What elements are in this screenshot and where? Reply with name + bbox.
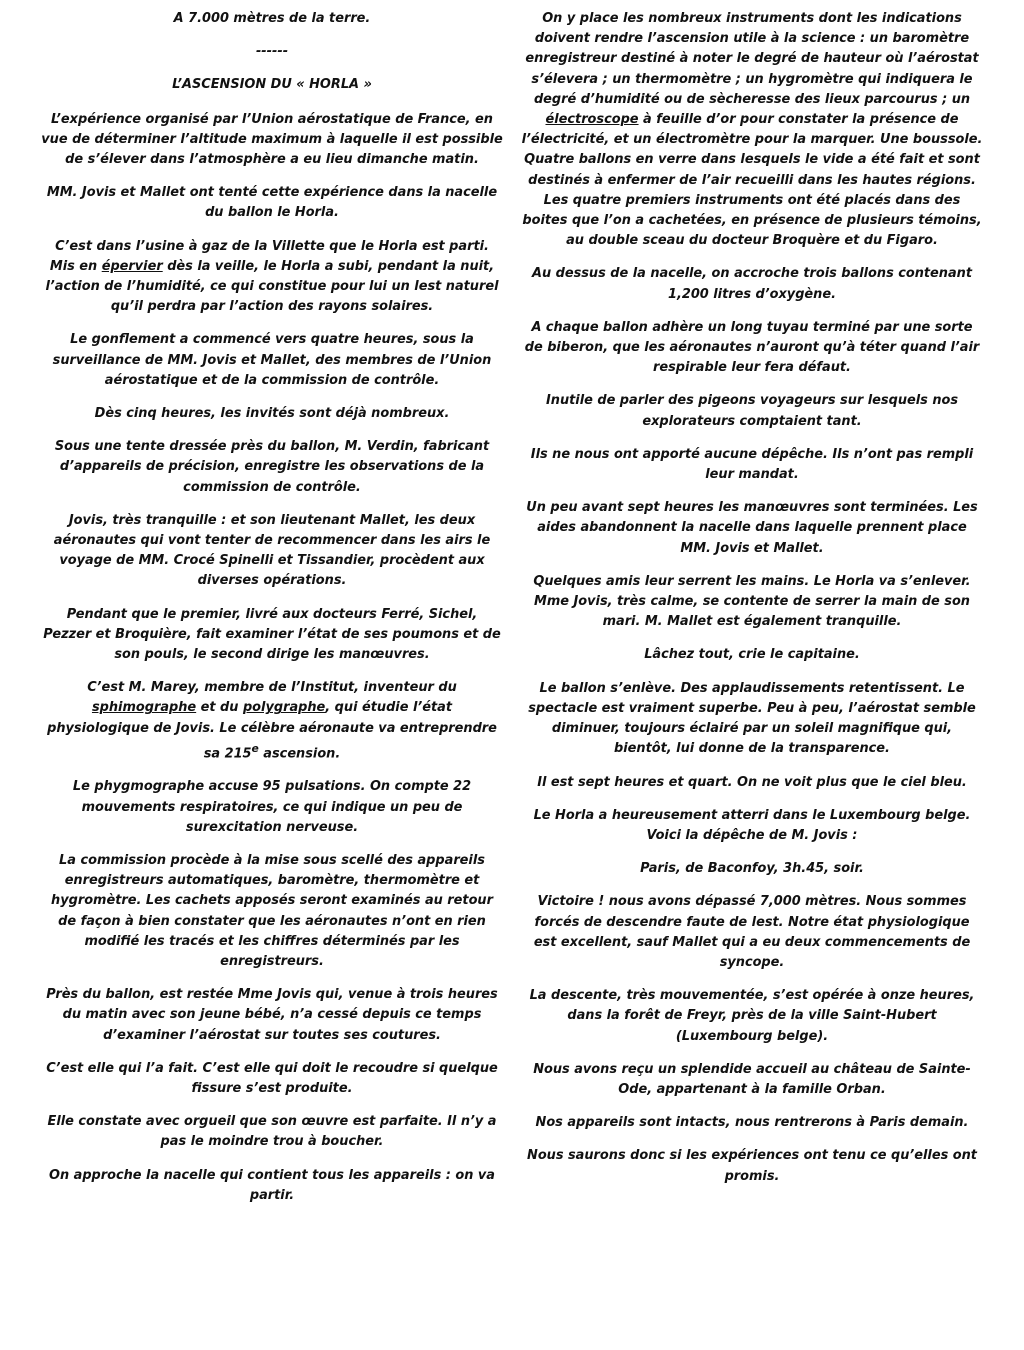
paragraph: Victoire ! nous avons dépassé 7,000 mètres. Nous sommes forcés de descendre faute de lest. Notre état physiologique est excellent, sauf Mallet qui a eu deux commencements de syncope. bbox=[533, 894, 971, 970]
paragraph: Nous avons reçu un splendide accueil au château de Sainte-Ode, appartenant à la famille Orban. bbox=[533, 1061, 971, 1097]
paragraph: Inutile de parler des pigeons voyageurs sur lesquels nos explorateurs comptaient tant. bbox=[545, 393, 959, 429]
underlined-word: sphimographe bbox=[91, 700, 197, 716]
left-column bbox=[41, 9, 503, 1219]
paragraph: MM. Jovis et Mallet ont tenté cette expérience dans la nacelle du ballon le Horla. bbox=[46, 185, 498, 221]
paragraph: C’est elle qui l’a fait. C’est elle qui doit le recoudre si quelque fissure s’est produite. bbox=[46, 1060, 498, 1097]
paragraph: Nos appareils sont intacts, nous rentrerons à Paris demain. bbox=[535, 1115, 969, 1131]
text-span: C’est M. Marey, membre de l’Institut, inventeur du bbox=[87, 680, 457, 696]
paragraph: Quelques amis leur serrent les mains. Le Horla va s’enlever. Mme Jovis, très calme, se contente de serrer la main de son mari. M. Mallet est également tranquille. bbox=[533, 573, 971, 630]
paragraph: Sous une tente dressée près du ballon, M. Verdin, fabricant d’appareils de précision, enregistre les observations de la commission de contrôle. bbox=[54, 439, 490, 495]
right-column bbox=[521, 9, 983, 1200]
paragraph: Le ballon s’enlève. Des applaudissements retentissent. Le spectacle est vraiment superbe. Peu à peu, l’aérostat semble diminuer, toujours éclairé par un soleil magnifique qui, bientôt, lui donne de la transparence. bbox=[528, 680, 976, 757]
dispatch-header: Paris, de Baconfoy, 3h.45, soir. bbox=[640, 861, 864, 877]
paragraph: Le Horla a heureusement atterri dans le Luxembourg belge. Voici la dépêche de M. Jovis : bbox=[533, 807, 971, 843]
paragraph bbox=[41, 237, 503, 318]
paragraph: A chaque ballon adhère un long tuyau terminé par une sorte de biberon, que les aéronautes n’auront qu’à téter quand l’air respirable leur fera défaut. bbox=[524, 319, 980, 376]
paragraph bbox=[521, 9, 983, 251]
paragraph: Ils ne nous ont apporté aucune dépêche. Ils n’ont pas rempli leur mandat. bbox=[530, 446, 974, 483]
separator-line: ------ bbox=[255, 44, 289, 60]
paragraph: Nous saurons donc si les expériences ont tenu ce qu’elles ont promis. bbox=[527, 1148, 977, 1184]
paragraph: Elle constate avec orgueil que son œuvre est parfaite. Il n’y a pas le moindre trou à boucher. bbox=[47, 1114, 497, 1150]
paragraph: On approche la nacelle qui contient tous les appareils : on va partir. bbox=[49, 1167, 495, 1203]
text-span: à feuille d’or pour constater la présence de l’électricité, et un électromètre pour la marquer. Une boussole. Quatre ballons en verre dans lesquels le vide a été fait et sont destinés à enfermer de l’air recueilli dans les hautes régions. Les quatre premiers instruments ont été placés dans des boites que l’on a cachetées, en présence de plusieurs témoins, au double sceau du docteur Broquère et du Figaro. bbox=[521, 112, 983, 249]
underlined-word: polygraphe bbox=[242, 700, 326, 716]
paragraph: L’expérience organisé par l’Union aérostatique de France, en vue de déterminer l’altitude maximum à laquelle il est possible de s’élever dans l’atmosphère a eu lieu dimanche matin. bbox=[41, 111, 503, 168]
paragraph: Lâchez tout, crie le capitaine. bbox=[644, 647, 860, 663]
superscript: e bbox=[251, 741, 259, 755]
paragraph: Le phygmographe accuse 95 pulsations. On compte 22 mouvements respiratoires, ce qui indique un peu de surexcitation nerveuse. bbox=[72, 779, 472, 835]
text-span: et du bbox=[196, 700, 243, 716]
paragraph bbox=[41, 678, 503, 764]
paragraph: Pendant que le premier, livré aux docteurs Ferré, Sichel, Pezzer et Broquière, fait examiner l’état de ses poumons et de son pouls, le second dirige les manœuvres. bbox=[43, 606, 501, 663]
text-span: , qui étudie l’état physiologique de Jovis. Le célèbre aéronaute va entreprendre sa 215 bbox=[47, 700, 497, 762]
paragraph: Un peu avant sept heures les manœuvres sont terminées. Les aides abandonnent la nacelle dans laquelle prennent place MM. Jovis et Mallet. bbox=[526, 500, 978, 556]
text-span: On y place les nombreux instruments dont les indications doivent rendre l’ascension utile à la science : un baromètre enregistreur destiné à noter le degré de hauteur où l’aérostat s’élevera ; un thermomètre ; un hygromètre qui indiquera le degré d’humidité ou de sècheresse des lieux parcourus ; un bbox=[525, 11, 979, 107]
paragraph: Jovis, très tranquille : et son lieutenant Mallet, les deux aéronautes qui vont tenter de recommencer dans les airs le voyage de MM. Crocé Spinelli et Tissandier, procèdent aux diverses opérations. bbox=[53, 512, 491, 589]
paragraph: Le gonflement a commencé vers quatre heures, sous la surveillance de MM. Jovis et Mallet, des membres de l’Union aérostatique et de la commission de contrôle. bbox=[52, 332, 492, 388]
text-span: C’est dans l’usine à gaz de la Villette que le Horla est parti. Mis en bbox=[49, 238, 489, 274]
paragraph: Au dessus de la nacelle, on accroche trois ballons contenant 1,200 litres d’oxygène. bbox=[531, 266, 973, 302]
paragraph: La commission procède à la mise sous scellé des appareils enregistreurs automatiques, baromètre, thermomètre et hygromètre. Les cachets apposés seront examinés au retour de façon à bien constater que les aéronautes n’ont en rien modifié les tracés et les chiffres déterminés par les enregistreurs. bbox=[51, 853, 493, 970]
underlined-word: électroscope bbox=[545, 112, 639, 128]
underlined-word: épervier bbox=[101, 258, 163, 274]
paragraph: Près du ballon, est restée Mme Jovis qui, venue à trois heures du matin avec son jeune bébé, n’a cessé depuis ce temps d’examiner l’aérostat sur toutes ses coutures. bbox=[46, 987, 498, 1043]
article-heading: A 7.000 mètres de la terre. bbox=[173, 11, 371, 26]
text-span: ascension. bbox=[258, 746, 341, 762]
paragraph: Dès cinq heures, les invités sont déjà nombreux. bbox=[94, 406, 450, 422]
paragraph: Il est sept heures et quart. On ne voit plus que le ciel bleu. bbox=[537, 774, 967, 790]
article-title: L’ASCENSION DU « HORLA » bbox=[172, 77, 372, 93]
text-span: dès la veille, le Horla a subi, pendant la nuit, l’action de l’humidité, ce qui constitue pour lui un lest naturel qu’il perdra par l’action des rayons solaires. bbox=[45, 258, 499, 315]
paragraph: La descente, très mouvementée, s’est opérée à onze heures, dans la forêt de Freyr, près de la ville Saint-Hubert (Luxembourg belge). bbox=[529, 988, 975, 1044]
